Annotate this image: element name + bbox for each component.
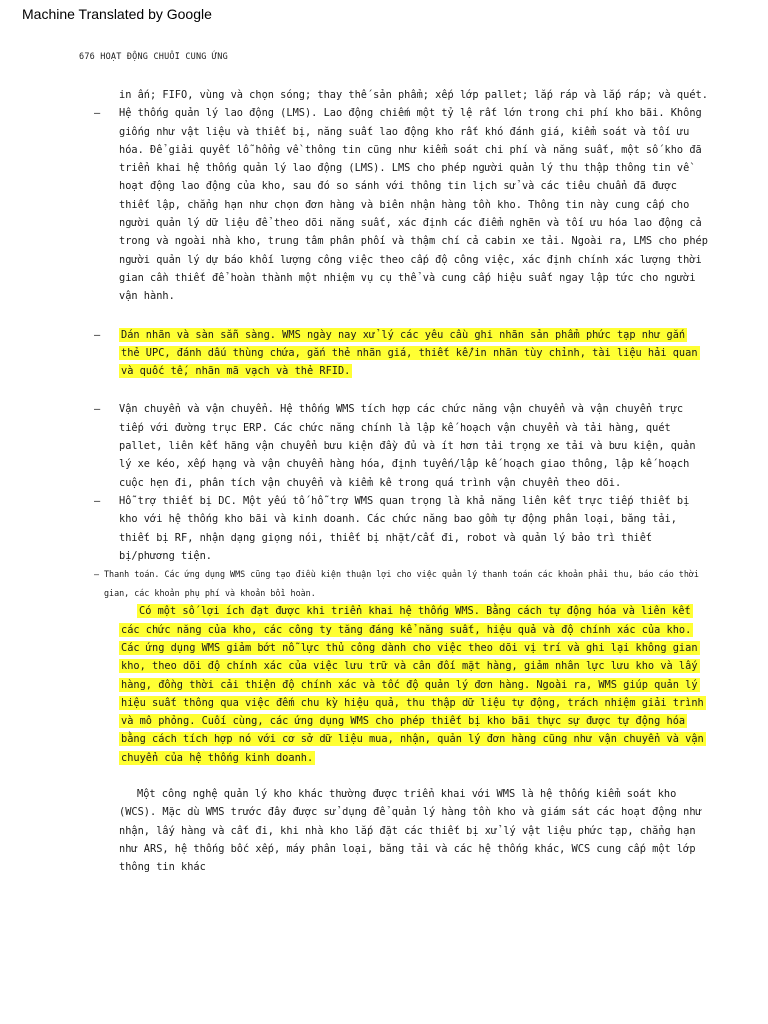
benefits-paragraph bbox=[0, 602, 768, 767]
wcs-paragraph bbox=[0, 785, 768, 876]
paragraph-text: Vận chuyển và vận chuyển. Hệ thống WMS tích hợp các chức năng vận chuyển và vận chuyển trực tiếp với đường trục ERP. Các chức năng chính là lập kế hoạch vận chuyển và tải hàng, quét pallet, liên kết hãng vận chuyển bưu kiện đầy đủ và ít hơn tải trọng xe tải và bưu kiện, quản lý xe kéo, xếp hạng và vận chuyển hàng hóa, định tuyến/lập kế hoạch giao thông, lập kế hoạch cuộc hẹn đi, phân tích vận chuyển và kiểm kê trong quá trình vận chuyển theo dõi. bbox=[119, 403, 696, 489]
highlighted-text: Có một số lợi ích đạt được khi triển khai hệ thống WMS. Bằng cách tự động hóa và liên kết các chức năng của kho, các công ty tăng đáng kể năng suất, hiệu quả và độ chính xác của kho. Các ứng dụng WMS giảm bớt nỗ lực thủ công dành cho việc theo dõi vị trí và ghi lại không gian kho, theo dõi độ chính xác của việc lưu trữ và cân đối mặt hàng, giảm nhân lực lưu kho và lấy hàng, đồng thời cải thiện độ chính xác và tốc độ quản lý đơn hàng. Ngoài ra, WMS giúp quản lý hiệu suất thông qua việc đếm chu kỳ hiệu quả, thu thập dữ liệu tự động, trách nhiệm giải trình và mô phỏng. Cuối cùng, các ứng dụng WMS cho phép thiết bị kho bãi thực sự được tự động hóa bằng cách tích hợp nó với cơ sở dữ liệu mua, nhận, quản lý đơn hàng cũng như vận chuyển và vận chuyển của hệ thống kinh doanh. bbox=[121, 605, 704, 764]
bullet-dc-equipment bbox=[0, 492, 768, 565]
bullet-lms bbox=[0, 104, 768, 305]
paragraph-text: Một công nghệ quản lý kho khác thường được triển khai với WMS là hệ thống kiểm soát kho (WCS). Mặc dù WMS trước đây được sử dụng để quản lý hàng tồn kho và giám sát các hoạt động như nhận, lấy hàng và cất đi, khi nhà kho lắp đặt các thiết bị xử lý vật liệu phức tạp, chẳng hạn như ARS, hệ thống bốc xếp, máy phân loại, băng tải và các hệ thống khác, WCS cung cấp một lớp thông tin khác bbox=[119, 787, 702, 874]
bullet-dash: – bbox=[94, 403, 101, 416]
paragraph-text: Thanh toán. Các ứng dụng WMS cũng tạo điều kiện thuận lợi cho việc quản lý thanh toán các khoản phải thu, báo cáo thời gian, các khoản phụ phí và khoản bồi hoàn. bbox=[104, 569, 699, 598]
continuation-paragraph bbox=[0, 86, 768, 104]
machine-translation-banner: Machine Translated by Google bbox=[22, 6, 212, 22]
paragraph-text: in ấn; FIFO, vùng và chọn sóng; thay thế sản phẩm; xếp lớp pallet; lắp ráp và lắp ráp; và quét. bbox=[119, 89, 708, 101]
paragraph-text: Hỗ trợ thiết bị DC. Một yếu tố hỗ trợ WMS quan trọng là khả năng liên kết trực tiếp thiết bị kho với hệ thống kho bãi và kinh doanh. Các chức năng bao gồm tự động phân loại, băng tải, thiết bị RF, nhận dạng giọng nói, thiết bị nhặt/cất đi, robot và quản lý bảo trì thiết bị/phương tiện. bbox=[119, 494, 690, 562]
bullet-labeling bbox=[0, 326, 768, 381]
bullet-dash: – bbox=[94, 107, 101, 120]
running-head: 676 HOẠT ĐỘNG CHUỖI CUNG ỨNG bbox=[79, 52, 228, 62]
highlighted-text: Dán nhãn và sàn sẵn sàng. WMS ngày nay xử lý các yêu cầu ghi nhãn sản phẩm phức tạp như gắn thẻ UPC, đánh dấu thùng chứa, gắn thẻ nhãn giá, thiết kế/in nhãn tùy chỉnh, tài liệu hải quan và quốc tế, nhãn mã vạch và thẻ RFID. bbox=[121, 328, 698, 378]
bullet-dash: – bbox=[94, 569, 100, 580]
bullet-billing bbox=[0, 565, 768, 602]
bullet-shipping bbox=[0, 400, 768, 491]
bullet-dash: – bbox=[94, 328, 101, 341]
bullet-dash: – bbox=[94, 494, 101, 507]
page-body bbox=[0, 86, 768, 876]
paragraph-text: Hệ thống quản lý lao động (LMS). Lao động chiếm một tỷ lệ rất lớn trong chi phí kho bãi. Không giống như vật liệu và thiết bị, năng suất lao động kho rất khó đánh giá, kiểm soát và tối ưu hóa. Để giải quyết lỗ hổng về thông tin cũng như kiểm soát chi phí và năng suất, một số kho đã triển khai hệ thống quản lý lao động (LMS). LMS cho phép người quản lý thu thập thông tin về hoạt động lao động của kho, sau đó so sánh với thông tin lịch sử và các tiêu chuẩn đã được thiết lập, chẳng hạn như chọn đơn hàng và biên nhận hàng tồn kho. Thông tin này cung cấp cho người quản lý dữ liệu để theo dõi năng suất, xác định các điểm nghẽn và tối ưu hóa lao động cả trong và ngoài nhà kho, trung tâm phân phối và thậm chí cả cabin xe tải. Ngoài ra, LMS cho phép người quản lý dự báo khối lượng công việc theo cấp độ công việc, xác định chính xác lượng thời gian cần thiết để hoàn thành một nhiệm vụ cụ thể và cung cấp hiệu suất ngay lập tức cho người vận hành. bbox=[119, 107, 708, 303]
